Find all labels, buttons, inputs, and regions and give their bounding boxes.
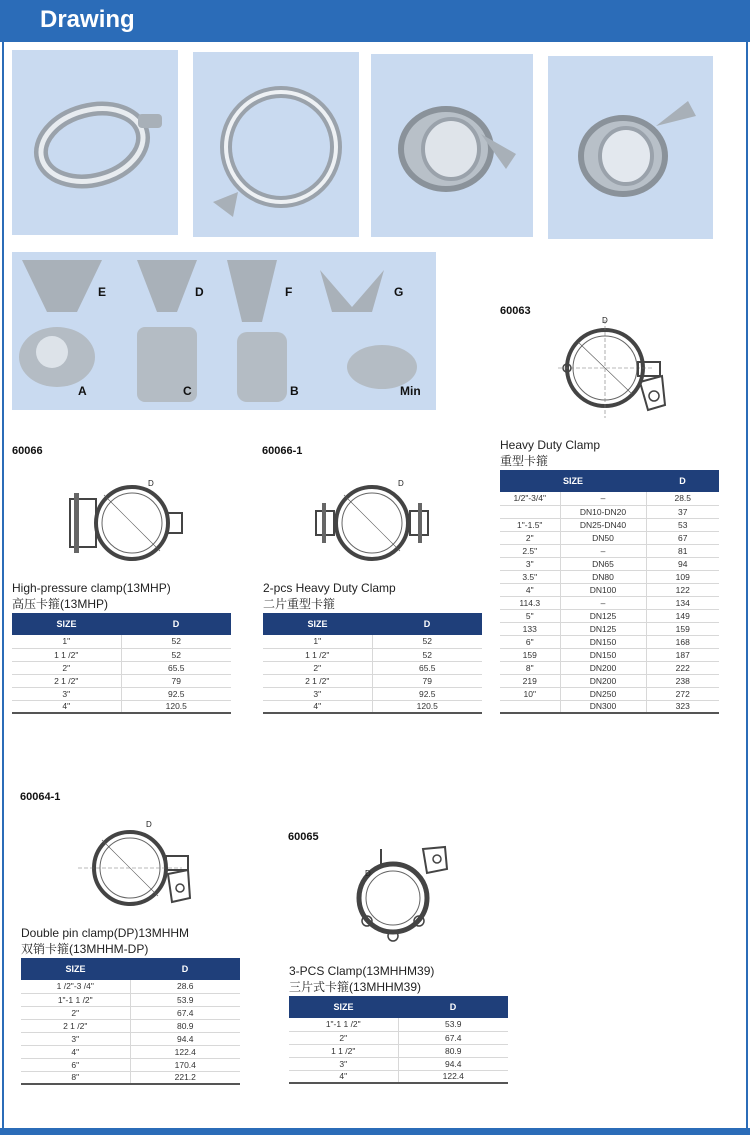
table-row [263,661,482,674]
table-cell: 109 [646,570,719,583]
table-row [12,661,231,674]
drawing-60063 [550,310,680,425]
table-cell: 28.5 [646,492,719,505]
table-cell: 2.5" [500,544,560,557]
spec-table-60066 [12,613,231,714]
table-cell: 120.5 [121,700,231,713]
table-row [263,635,482,648]
table-cell: 8" [21,1071,130,1084]
table-cell: 67 [646,531,719,544]
table-cell: 2" [500,531,560,544]
part-label-b: B [290,384,299,398]
table-row [500,687,719,700]
dimension-label-60064-1: D [146,820,152,829]
table-cell: 3" [12,687,121,700]
table-row [500,648,719,661]
spec-table-60064-1 [21,958,240,1085]
product-code-60064-1: 60064-1 [20,791,61,803]
clamp-ring-icon [193,52,359,237]
clamp-photo-4 [548,56,713,239]
table-cell: 159 [646,622,719,635]
table-header-d: D [130,958,240,980]
table-row [21,993,240,1006]
table-cell: 3.5" [500,570,560,583]
table-cell: 122 [646,583,719,596]
table-cell: 94.4 [130,1032,240,1045]
table-header-d: D [398,996,508,1018]
table-cell: DN50 [560,531,646,544]
title-en-60064-1: Double pin clamp(DP)13MHHM [21,926,190,940]
wing-nut-parts-icon [12,252,436,410]
table-cell: 1" [12,635,121,648]
table-cell: 1"-1 1 /2" [21,993,130,1006]
table-row [500,674,719,687]
table-row [21,1071,240,1084]
table-row [263,687,482,700]
dimension-label-60066: D [148,479,154,488]
table-row [500,570,719,583]
table-header-size: SIZE [289,996,398,1018]
table-cell: 122.4 [130,1045,240,1058]
table-header-d: D [646,470,719,492]
table-cell: 2 1 /2" [21,1019,130,1032]
table-row [21,1058,240,1071]
table-header-d: D [372,613,482,635]
table-cell: 187 [646,648,719,661]
spec-table-60065 [289,996,508,1084]
table-row [500,557,719,570]
table-cell [500,700,560,713]
part-label-a: A [78,384,87,398]
table-cell: 10" [500,687,560,700]
table-cell: 4" [289,1070,398,1083]
two-pcs-clamp-drawing-icon [310,475,440,565]
table-cell: 3" [21,1032,130,1045]
table-cell: 53.9 [130,993,240,1006]
table-cell: 52 [121,635,231,648]
part-label-min: Min [400,384,421,398]
table-row [12,648,231,661]
table-cell: 6" [500,635,560,648]
table-cell: 92.5 [121,687,231,700]
table-header-size: SIZE [263,613,372,635]
table-row [500,609,719,622]
table-row [12,635,231,648]
table-cell: 114.3 [500,596,560,609]
table-cell: 94.4 [398,1057,508,1070]
table-cell: 6" [21,1058,130,1071]
table-cell: DN25-DN40 [560,518,646,531]
table-cell: 170.4 [130,1058,240,1071]
table-cell: 238 [646,674,719,687]
table-cell: 221.2 [130,1071,240,1084]
part-label-f: F [285,285,293,299]
high-pressure-clamp-drawing-icon [60,475,190,565]
table-row [289,1057,508,1070]
table-cell: 53 [646,518,719,531]
table-row [289,1031,508,1044]
heavy-duty-clamp-drawing-icon [550,310,680,425]
product-code-60063: 60063 [500,305,531,317]
table-cell: 1"-1.5" [500,518,560,531]
table-row [21,1045,240,1058]
title-en-60063: Heavy Duty Clamp [500,438,601,452]
table-cell: 52 [372,635,482,648]
table-cell: 323 [646,700,719,713]
table-row [500,622,719,635]
table-cell: DN300 [560,700,646,713]
table-row [500,492,719,505]
table-header-size: SIZE [500,470,646,492]
table-cell: 4" [263,700,372,713]
table-cell: 65.5 [121,661,231,674]
clamp-open-icon [12,50,178,235]
table-cell: 1/2"-3/4" [500,492,560,505]
drawing-60066 [60,475,190,565]
table-cell: 37 [646,505,719,518]
table-cell: 2" [263,661,372,674]
table-cell: 1 1 /2" [289,1044,398,1057]
title-cn-60063: 重型卡箍 [500,454,549,468]
table-cell: 4" [12,700,121,713]
table-row [500,505,719,518]
title-cn-60064-1: 双销卡箍(13MHHM-DP) [21,942,149,956]
table-row [500,544,719,557]
table-row [289,1070,508,1083]
table-cell: 3" [289,1057,398,1070]
dimension-label-60066-1: D [398,479,404,488]
part-label-c: C [183,384,192,398]
table-row [500,596,719,609]
table-row [263,700,482,713]
three-pcs-clamp-drawing-icon [345,843,455,948]
part-label-g: G [394,285,404,299]
table-cell: 1"-1 1 /2" [289,1018,398,1031]
table-cell: 159 [500,648,560,661]
table-cell: 120.5 [372,700,482,713]
table-cell: 2 1 /2" [12,674,121,687]
table-row [21,1006,240,1019]
table-cell: 92.5 [372,687,482,700]
table-cell: 3" [500,557,560,570]
table-cell: 2 1 /2" [263,674,372,687]
table-cell: 8" [500,661,560,674]
table-row [289,1018,508,1031]
table-cell: 4" [21,1045,130,1058]
table-cell: DN150 [560,635,646,648]
table-row [263,674,482,687]
table-cell: 222 [646,661,719,674]
table-header-d: D [121,613,231,635]
table-row [500,661,719,674]
part-label-d: D [195,285,204,299]
table-cell: 134 [646,596,719,609]
table-cell: 79 [121,674,231,687]
table-cell: 2" [289,1031,398,1044]
table-header-size: SIZE [21,958,130,980]
drawing-60065 [345,843,455,948]
table-cell: 133 [500,622,560,635]
table-cell: DN65 [560,557,646,570]
table-cell: 81 [646,544,719,557]
title-cn-60066-1: 二片重型卡箍 [263,597,336,611]
table-cell: 3" [263,687,372,700]
table-cell: 122.4 [398,1070,508,1083]
table-header-size: SIZE [12,613,121,635]
table-cell: 67.4 [130,1006,240,1019]
double-pin-clamp-drawing-icon [70,818,200,913]
table-row [12,700,231,713]
table-cell: 52 [121,648,231,661]
table-cell: 5" [500,609,560,622]
table-cell: 53.9 [398,1018,508,1031]
table-cell: 94 [646,557,719,570]
drawing-60066-1 [310,475,440,565]
table-cell: 52 [372,648,482,661]
table-cell: 80.9 [398,1044,508,1057]
table-cell: 2" [21,1006,130,1019]
table-row [263,648,482,661]
table-row [12,687,231,700]
clamp-photo-2 [193,52,359,237]
table-cell: 1" [263,635,372,648]
table-row [500,635,719,648]
table-cell: – [560,492,646,505]
table-cell: DN200 [560,674,646,687]
table-cell: – [560,544,646,557]
table-cell: 67.4 [398,1031,508,1044]
table-cell: 79 [372,674,482,687]
title-en-60065: 3-PCS Clamp(13MHHM39) [289,964,435,978]
drawing-60064-1 [70,818,200,913]
table-row [12,674,231,687]
table-cell: 65.5 [372,661,482,674]
clamp-photo-1 [12,50,178,235]
table-cell: 149 [646,609,719,622]
table-row [500,583,719,596]
product-code-60066-1: 60066-1 [262,445,303,457]
table-cell: DN125 [560,622,646,635]
clamp-closed-icon [548,56,713,239]
page-title: Drawing [40,6,135,33]
title-en-60066: High-pressure clamp(13MHP) [12,581,171,595]
table-row [21,1019,240,1032]
table-cell: 1 1 /2" [12,648,121,661]
table-cell: 1 /2"-3 /4" [21,980,130,993]
table-cell: DN125 [560,609,646,622]
table-cell: – [560,596,646,609]
dimension-label-60065: D [365,869,371,878]
title-cn-60066: 高压卡箍(13MHP) [12,597,109,611]
table-cell: DN200 [560,661,646,674]
table-cell: DN150 [560,648,646,661]
table-cell: 1 1 /2" [263,648,372,661]
table-row [500,531,719,544]
table-row [500,518,719,531]
table-cell: DN250 [560,687,646,700]
table-cell: 4" [500,583,560,596]
table-cell: 2" [12,661,121,674]
table-row [21,980,240,993]
table-cell: DN100 [560,583,646,596]
table-cell: 219 [500,674,560,687]
dimension-label-60063: D [602,316,608,325]
table-cell: DN80 [560,570,646,583]
part-label-e: E [98,285,107,299]
table-row [289,1044,508,1057]
title-cn-60065: 三片式卡箍(13MHHM39) [289,980,422,994]
table-cell [500,505,560,518]
footer-bar [0,1128,750,1135]
wing-nut-parts-photo [12,252,436,410]
table-cell: 80.9 [130,1019,240,1032]
table-cell: DN10-DN20 [560,505,646,518]
clamp-photo-3 [371,54,533,237]
table-row [500,700,719,713]
clamp-assembled-icon [371,54,533,237]
product-code-60066: 60066 [12,445,43,457]
table-row [21,1032,240,1045]
spec-table-60063 [500,470,719,714]
table-cell: 28.6 [130,980,240,993]
product-code-60065: 60065 [288,831,319,843]
table-cell: 168 [646,635,719,648]
spec-table-60066-1 [263,613,482,714]
title-en-60066-1: 2-pcs Heavy Duty Clamp [263,581,396,595]
table-cell: 272 [646,687,719,700]
